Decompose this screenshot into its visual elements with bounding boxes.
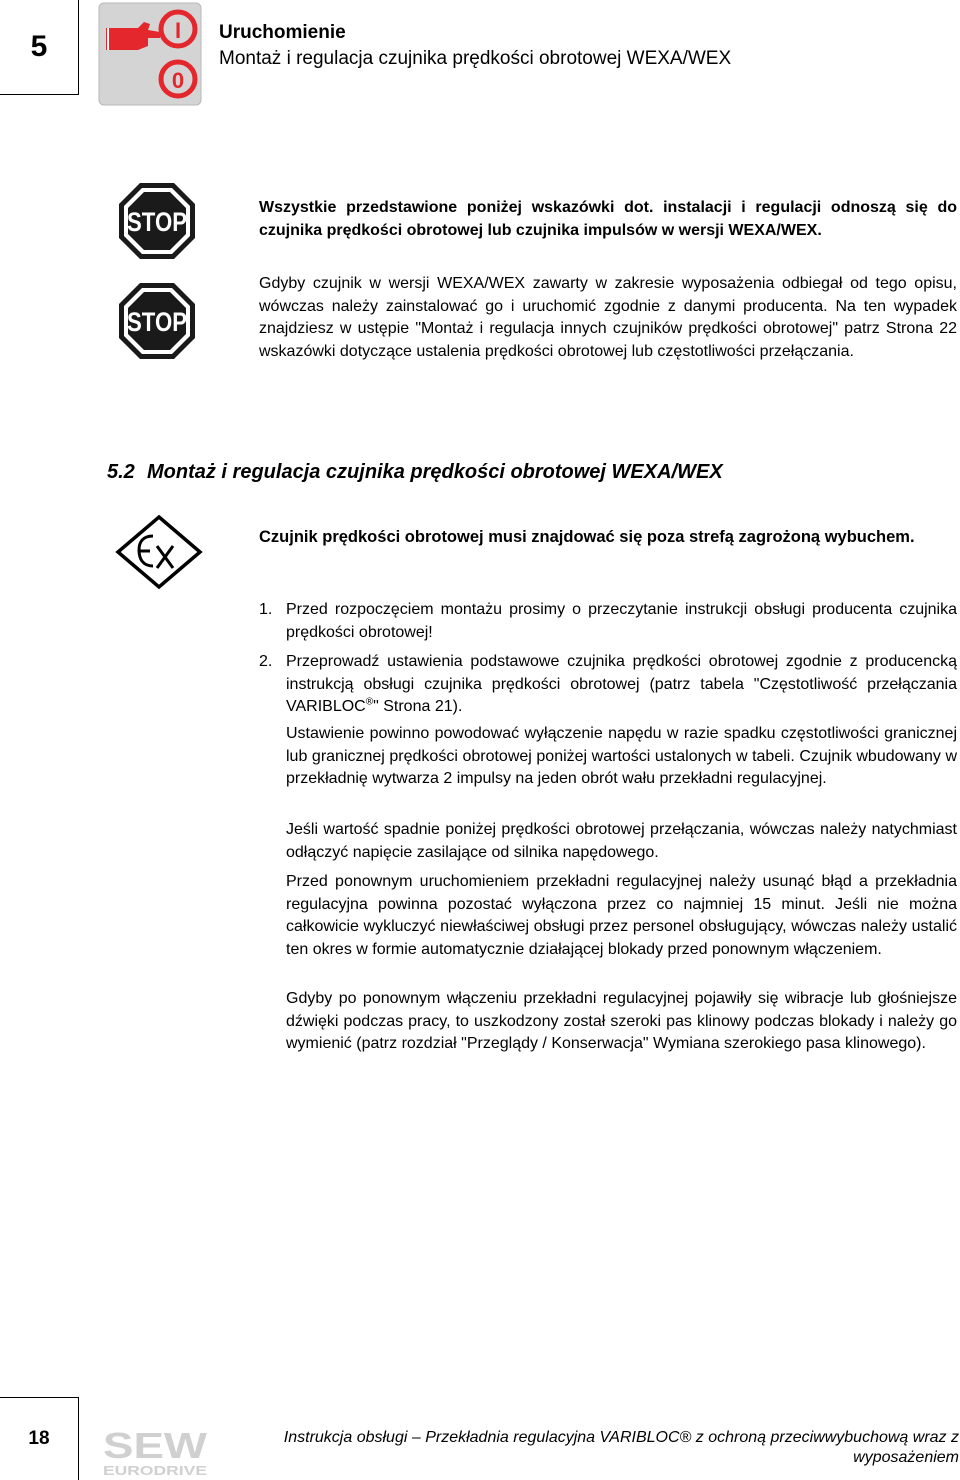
section-number: 5.2 <box>107 461 135 483</box>
sew-eurodrive-logo <box>100 1428 210 1478</box>
step-1-number: 1. <box>259 601 273 618</box>
step-1-text: Przed rozpoczęciem montażu prosimy o przeczytanie instrukcji obsługi producenta czujnika prędkości obrotowej! <box>286 601 957 641</box>
logo-top: SEW <box>103 1428 208 1466</box>
step-2-text-b: " Strona 21). <box>373 698 463 715</box>
page-title: Uruchomienie <box>219 22 346 43</box>
icon-bottom-label: 0 <box>171 68 185 93</box>
page-subtitle: Montaż i regulacja czujnika prędkości obrotowej WEXA/WEX <box>219 48 732 69</box>
paragraph-restart: Przed ponownym uruchomieniem przekładni regulacyjnej należy usunąć błąd a przekładnia regulacyjna powinna pozostać wyłączona przez co najmniej 15 minut. Jeśli nie można całkowicie wykluczyć niewłaściwej obsługi przez personel obsługujący, wówczas należy ustalić ten okres w formie automatycznie działającej blokady przed ponownym włączeniem. <box>286 873 957 958</box>
step-2 <box>259 651 957 719</box>
step-1 <box>259 599 957 644</box>
stop-sign-icon <box>117 181 197 261</box>
ex-warning: Czujnik prędkości obrotowej musi znajdować się poza strefą zagrożoną wybuchem. <box>259 528 915 546</box>
start-stop-hand-icon <box>98 2 202 106</box>
section-heading <box>107 461 723 484</box>
registered-mark: ® <box>365 696 374 708</box>
step-2-number: 2. <box>259 653 273 670</box>
section-title: Montaż i regulacja czujnika prędkości obrotowej WEXA/WEX <box>147 461 723 483</box>
paragraph-setting: Ustawienie powinno powodować wyłączenie napędu w razie spadku częstotliwości granicznej lub granicznej prędkości obrotowej poniżej wartości ustalonych w tabeli. Czujnik wbudowany w przekładnię wytwarza 2 impulsy na jeden obrót wału przekładni regulacyjnej. <box>286 725 957 787</box>
icon-top-label: I <box>174 18 182 43</box>
logo-bottom: EURODRIVE <box>103 1463 208 1478</box>
footer-text: Instrukcja obsługi – Przekładnia regulacyjna VARIBLOC® z ochroną przeciwwybuchową wraz z wyposażeniem <box>283 1429 959 1466</box>
stop-sign-label: STOP <box>127 207 187 237</box>
stop-notice-text: Gdyby czujnik w wersji WEXA/WEX zawarty w zakresie wyposażenia odbiegał od tego opisu, wówczas należy zainstalować go i uruchomić zgodnie z danymi producenta. Na ten wypadek znajdziesz w ustępie "Montaż i regulacja innych czujników prędkości obrotowej" patrz Strona 22 wskazówki dotyczące ustalenia prędkości obrotowej lub częstotliwości przełączania. <box>259 275 957 360</box>
stop-sign-icon <box>117 281 197 361</box>
paragraph-disconnect: Jeśli wartość spadnie poniżej prędkości obrotowej przełączania, wówczas należy natychmiast odłączyć napięcie zasilające od silnika napędowego. <box>286 821 957 861</box>
chapter-number: 5 <box>0 0 79 95</box>
step-2-text-a: Przeprowadź ustawienia podstawowe czujnika prędkości obrotowej zgodnie z producencką instrukcją obsługi czujnika prędkości obrotowej (patrz tabela "Częstotliwość przełączania VARIBLOC <box>286 653 957 715</box>
explosion-protection-icon <box>115 514 203 590</box>
page-number: 18 <box>0 1397 79 1480</box>
paragraph-vibration: Gdyby po ponownym włączeniu przekładni regulacyjnej pojawiły się wibracje lub głośniejsze dźwięki podczas pracy, to uszkodzony został szeroki pas klinowy podczas blokady i należy go wymienić (patrz rozdział "Przeglądy / Konserwacja" Wymiana szerokiego pasa klinowego). <box>286 990 957 1052</box>
stop-notice-bold: Wszystkie przedstawione poniżej wskazówki dot. instalacji i regulacji odnoszą się do czujnika prędkości obrotowej lub czujnika impulsów w wersji WEXA/WEX. <box>259 199 957 239</box>
stop-sign-label: STOP <box>127 307 187 337</box>
